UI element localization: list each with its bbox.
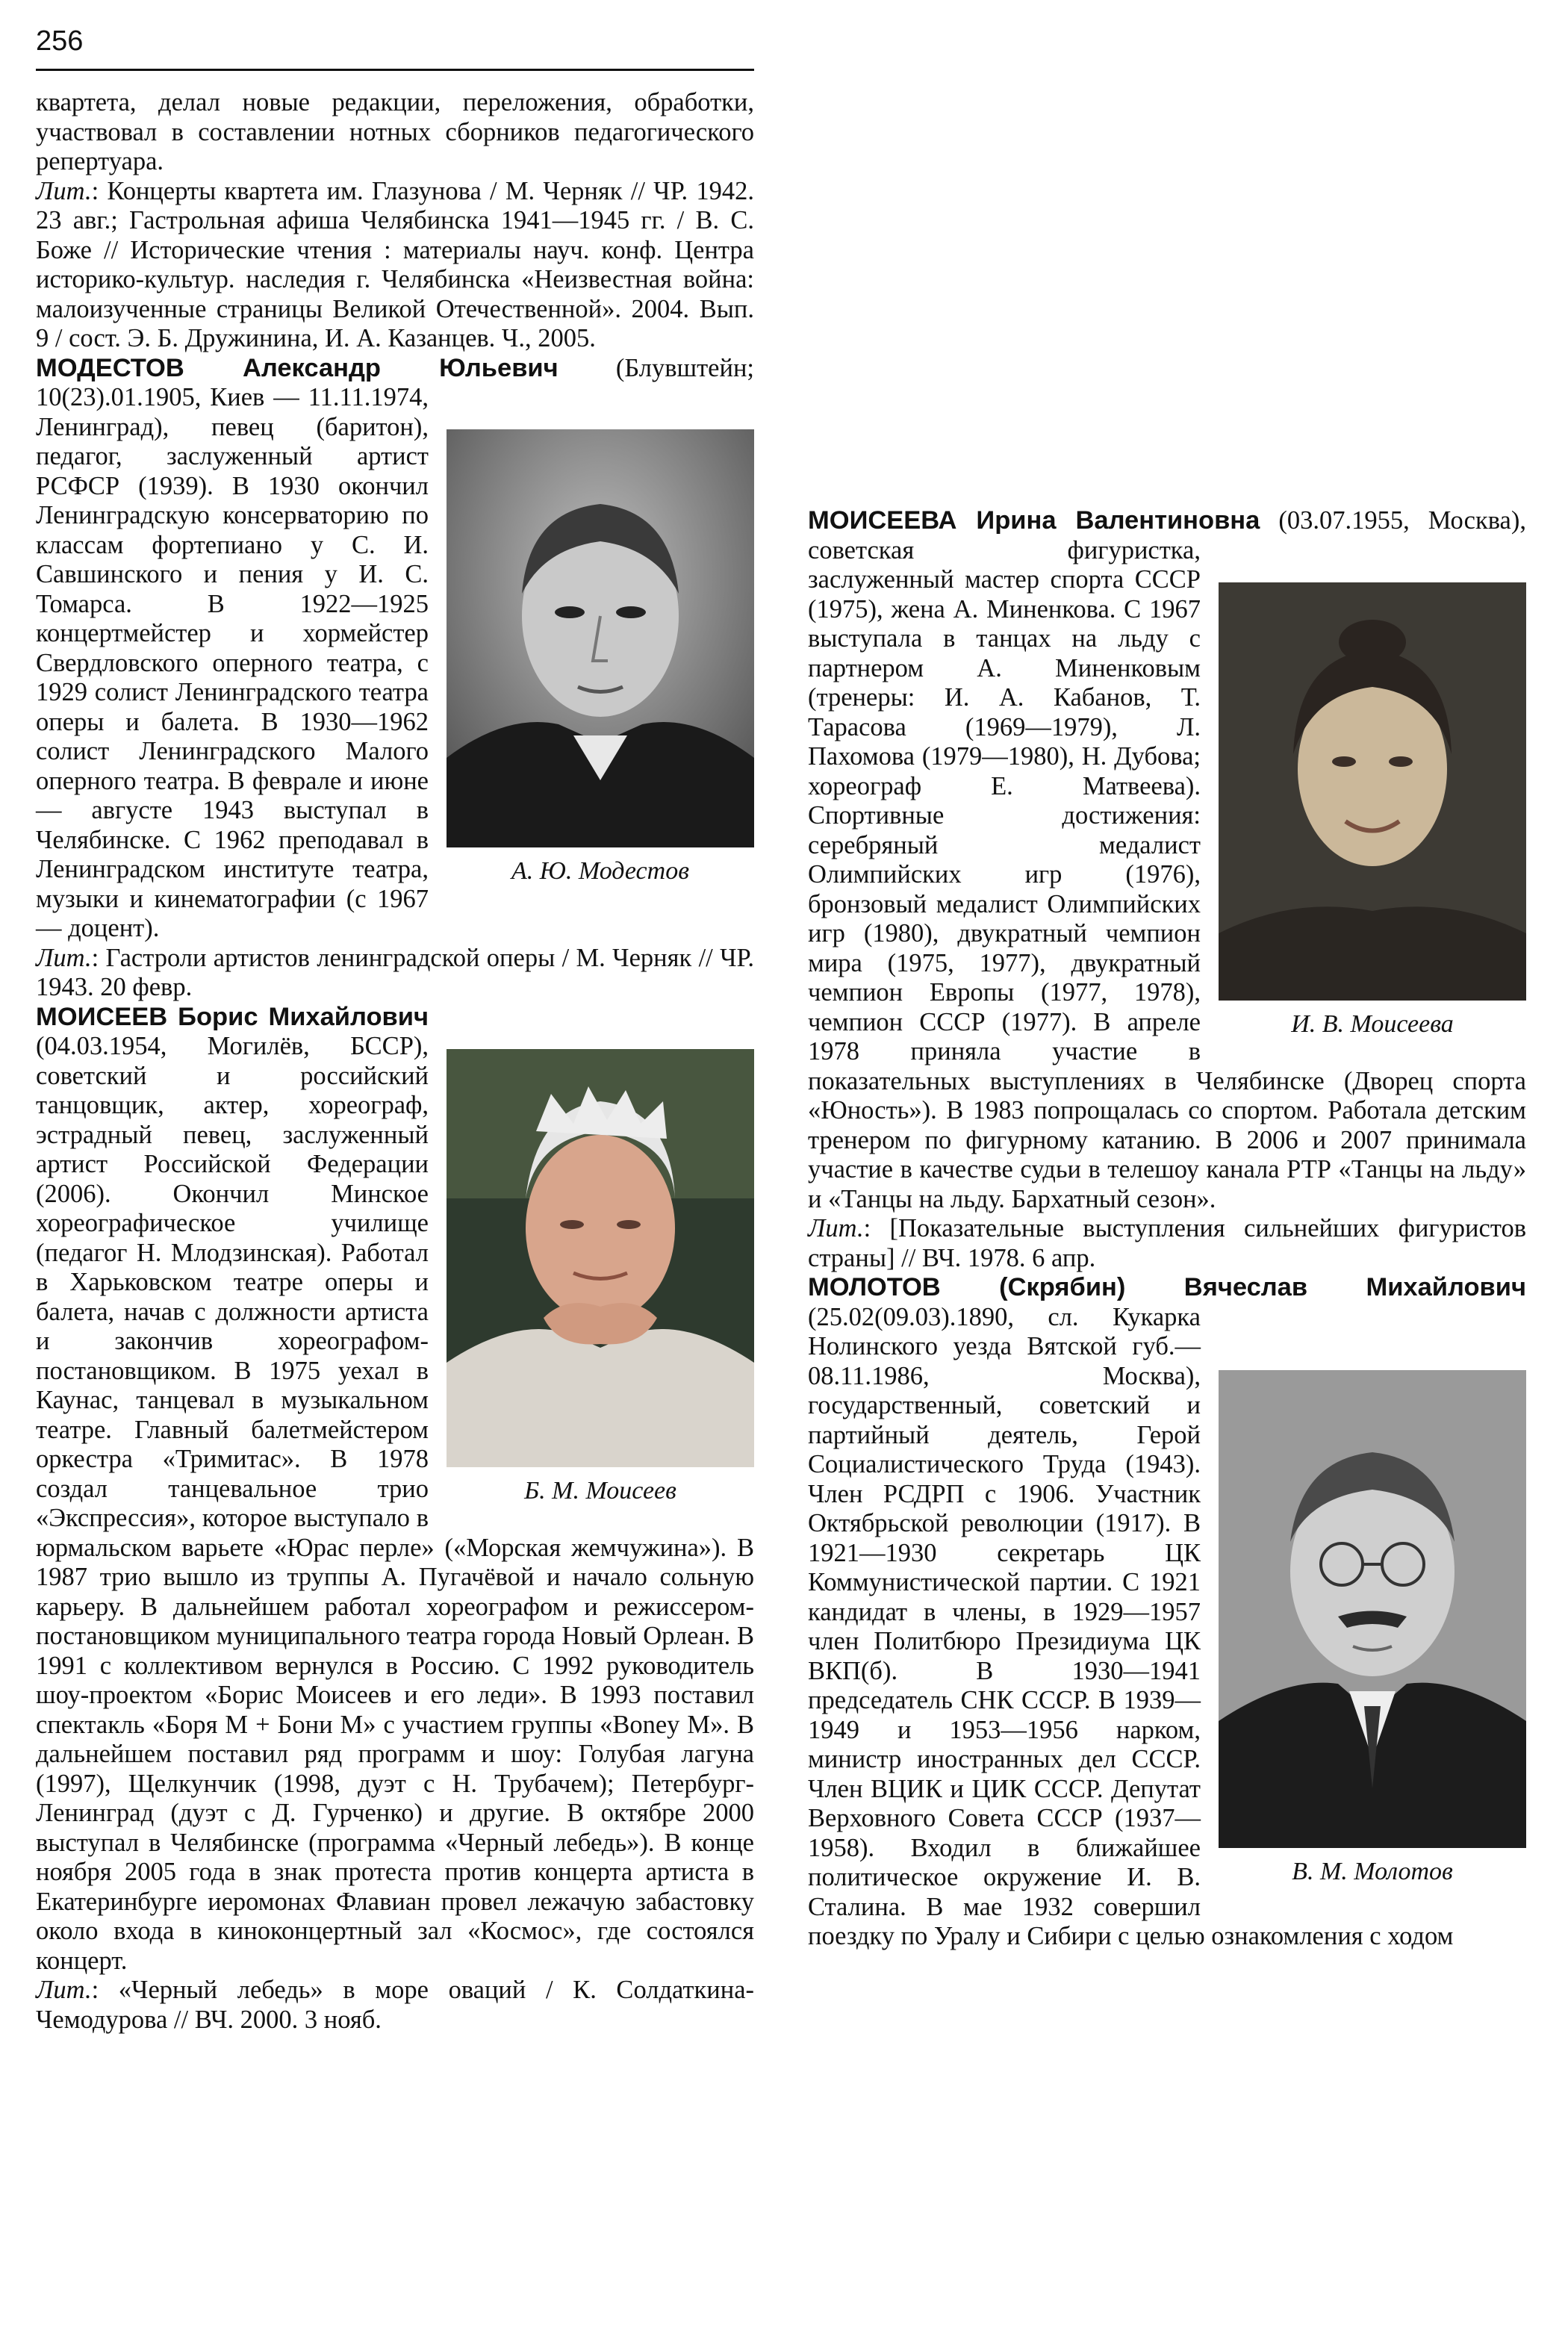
- entry-body: (04.03.1954, Могилёв, БССР), советский и российский танцовщик, актер, хореограф, эстрадный певец, заслуженный артист Российской Федерации (2006). Окончил Минское хореографическое училище (педагог Н. Млодзинская). Работал в Харьковском театре оперы и балета, начав с должности артиста и закончив хореографом-постановщиком. В 1975 уехал в Каунас, танцевал в музыкальном театре. Главный балетмейстером оркестра «Тримитас». В 1978 создал танцевальное трио «Экспрессия», которое выступало в юрмальском варьете «Юрас перле» («Морская жемчужина»). В 1987 трио вышло из труппы А. Пугачёвой и начало сольную карьеру. В дальнейшем работал хореографом и режиссером-постановщиком муниципального театра города Новый Орлеан. В 1991 с коллективом вернулся в Россию. С 1992 руководитель шоу-проектом «Борис Моисеев и его леди». В 1993 поставил спектакль «Боря М + Бони М» с участием группы «Boney M». В дальнейшем поставил ряд программ и шоу: Голубая лагуна (1997), Щелкунчик (1998, дуэт с Н. Трубачем); Петербург-Ленинград (дуэт с Д. Гурченко) и другие. В октябре 2000 выступал в Челябинске (программа «Черный лебедь»). В конце ноября 2005 года в знак протеста против концерта артиста в Екатеринбурге иеромонах Флавиан провел лежачую забастовку около входа в киноконцертный зал «Космос», где состоялся концерт.: [36, 1032, 754, 1975]
- entry-body: (Блувштейн; 10(23).01.1905, Киев — 11.11.1974, Ленинград), певец (баритон), педагог, заслуженный артист РСФСР (1939). В 1930 окончил Ленинградскую консерваторию по классам фортепиано у С. И. Савшинского и пения у И. С. Томарса. В 1922—1925 концертмейстер и хормейстер Свердловского оперного театра, с 1929 солист Ленинградского театра оперы и балета. В 1930—1962 солист Ленинградского Малого оперного театра. В феврале и июне — августе 1943 выступал в Челябинске. С 1962 преподавал в Ленинградском институте театра, музыки и кинематографии (с 1967 — доцент).: [36, 353, 754, 942]
- lit-text: : Гастроли артистов ленинградской оперы / М. Черняк // ЧР. 1943. 20 февр.: [36, 943, 754, 1001]
- portrait-molotov: [1219, 1370, 1526, 1888]
- lit-label: Лит.: [36, 176, 92, 205]
- lit-text: : «Черный лебедь» в море оваций / К. Солдаткина-Чемодурова // ВЧ. 2000. 3 нояб.: [36, 1976, 754, 2034]
- portrait-moiseeva: [1219, 582, 1526, 1041]
- lit-text: : [Показательные выступления сильнейших фигуристов страны] // ВЧ. 1978. 6 апр.: [808, 1214, 1526, 1272]
- lit-label: Лит.: [36, 1976, 92, 2004]
- photo-moiseeva-image: [1219, 582, 1526, 1001]
- entry-body: (25.02(09.03).1890, сл. Кукарка Нолинского уезда Вятской губ.— 08.11.1986, Москва), государственный, советский и партийный деятель, Герой Социалистического Труда (1943). Член РСДРП с 1906. Участник Октябрьской революции (1917). В 1921—1930 секретарь ЦК Коммунистической партии. С 1921 кандидат в члены, в 1929—1957 член Политбюро Президиума ЦК ВКП(б). В 1930—1941 председатель СНК СССР. В 1939—1949 и 1953—1956 нарком, министр иностранных дел СССР. Член ВЦИК и ЦИК СССР. Депутат Верховного Совета СССР (1937—1958). Входил в ближайшее политическое окружение И. В. Сталина. В мае 1932 совершил поездку по Уралу и Сибири с целью ознакомления с ходом: [808, 1302, 1454, 1950]
- photo-moiseev-image: [447, 1049, 754, 1467]
- photo: [1219, 582, 1526, 1001]
- portrait-moiseev: [447, 1049, 754, 1508]
- caption: А. Ю. Модестов: [511, 857, 689, 885]
- caption: И. В. Моисеева: [1291, 1009, 1454, 1038]
- entry-moiseeva: [808, 506, 1526, 1273]
- portrait-modestov: [447, 429, 754, 888]
- entry-body: (03.07.1955, Москва), советская фигуристка, заслуженный мастер спорта СССР (1975), жена А. Миненкова. С 1967 выступала в танцах на льду с партнером А. Миненковым (тренеры: И. А. Кабанов, Т. Тарасова (1969—1979), Л. Пахомова (1979—1980), Н. Дубова; хореограф Е. Матвеева). Спортивные достижения: серебряный медалист Олимпийских игр (1976), бронзовый медалист Олимпийских игр (1980), двукратный чемпион мира (1975, 1977), двукратный чемпион Европы (1977, 1978), чемпион СССР (1977). В апреле 1978 приняла участие в показательных выступлениях в Челябинске (Дворец спорта «Юность»). В 1983 попрощалась со спортом. Работала детским тренером по фигурному катанию. В 2006 и 2007 принимала участие в качестве судьи в телешоу канала РТР «Танцы на льду» и «Танцы на льду. Бархатный сезон».: [808, 506, 1526, 1213]
- entry-name: МОДЕСТОВ Александр Юльевич: [36, 353, 559, 382]
- photo-modestov-image: [447, 429, 754, 847]
- continuation-paragraph: [36, 88, 754, 354]
- right-column-content: [808, 88, 1526, 1952]
- continuation-text: квартета, делал новые редакции, переложения, обработки, участвовал в составлении нотных сборников педагогического репертуара.: [36, 88, 754, 175]
- entry-moiseev: [36, 1003, 754, 2035]
- photo: [1219, 1370, 1526, 1848]
- caption: Б. М. Моисеев: [524, 1476, 676, 1505]
- header-rule: [36, 69, 754, 71]
- lit-label: Лит.: [36, 943, 92, 972]
- entry-name: МОЛОТОВ (Скрябин) Вячеслав Михайлович: [808, 1273, 1526, 1301]
- photo-molotov-image: [1219, 1370, 1526, 1848]
- lit-label: Лит.: [808, 1214, 864, 1242]
- entry-modestov: [36, 354, 754, 1003]
- page-number: 256: [36, 25, 84, 57]
- entry-molotov: [808, 1273, 1526, 1952]
- lit-text: : Концерты квартета им. Глазунова / М. Черняк // ЧР. 1942. 23 авг.; Гастрольная афиша Челябинска 1941—1945 гг. / В. С. Боже // Исторические чтения : материалы науч. конф. Центра историко-культур. наследия г. Челябинска «Неизвестная война: малоизученные страницы Великой Отечественной». 2004. Вып. 9 / сост. Э. Б. Дружинина, И. А. Казанцев. Ч., 2005.: [36, 176, 754, 352]
- caption: В. М. Молотов: [1292, 1857, 1453, 1885]
- entry-name: МОИСЕЕВ Борис Михайлович: [36, 1002, 429, 1031]
- entry-name: МОИСЕЕВА Ирина Валентиновна: [808, 506, 1260, 535]
- photo: [447, 1049, 754, 1467]
- photo: [447, 429, 754, 847]
- left-column-content: [36, 88, 754, 2035]
